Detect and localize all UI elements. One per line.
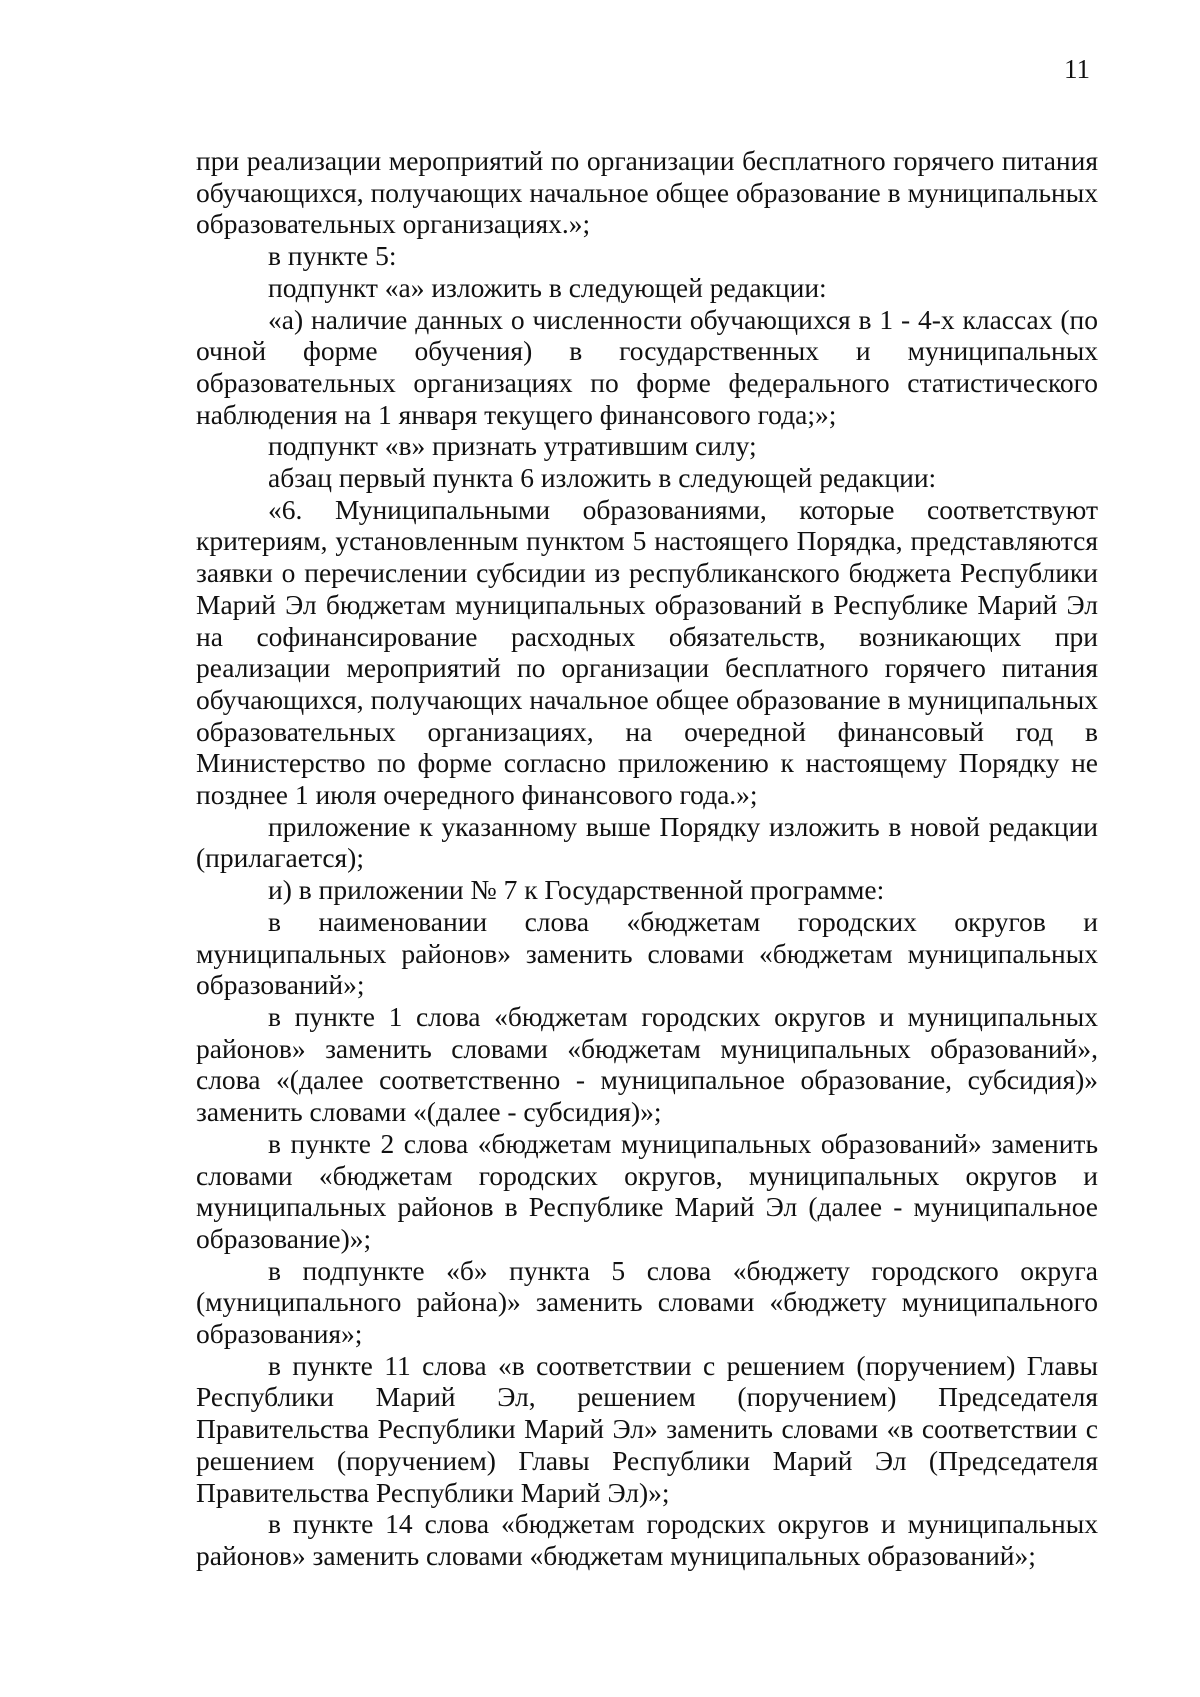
paragraph: подпункт «а» изложить в следующей редакции: [268, 271, 827, 303]
paragraph: подпункт «в» признать утратившим силу; [268, 430, 757, 462]
paragraph: в наименовании слова «бюджетам городских округов и муниципальных районов» заменить словами «бюджетам муниципальных образований»; [196, 905, 1098, 1001]
paragraph: при реализации мероприятий по организации бесплатного горячего питания обучающихся, получающих начальное общее образование в муниципальных образовательных организациях.»; [196, 145, 1098, 240]
paragraph: и) в приложении № 7 к Государственной программе: [268, 874, 885, 906]
page-number: 11 [1064, 54, 1090, 84]
paragraph: в пункте 11 слова «в соответствии с решением (поручением) Главы Республики Марий Эл, решением (поручением) Председателя Правительства Республики Марий Эл» заменить словами «в соответствии с решением (поручением) Главы Республики Марий Эл (Председателя Правительства Республики Марий Эл)»; [196, 1349, 1098, 1508]
paragraph: приложение к указанному выше Порядку изложить в новой редакции (прилагается); [196, 810, 1098, 874]
paragraph: в пункте 2 слова «бюджетам муниципальных образований» заменить словами «бюджетам городских округов, муниципальных округов и муниципальных районов в Республике Марий Эл (далее - муниципальное образование)»; [196, 1127, 1098, 1254]
paragraph: абзац первый пункта 6 изложить в следующей редакции: [268, 462, 937, 494]
paragraph: «6. Муниципальными образованиями, которые соответствуют критериям, установленным пунктом 5 настоящего Порядка, представляются заявки о перечислении субсидии из республиканского бюджета Республики Марий Эл бюджетам муниципальных образований в Республике Марий Эл на софинансирование расходных обязательств, возникающих при реализации мероприятий по организации бесплатного горячего питания обучающихся, получающих начальное общее образование в муниципальных образовательных организациях, на очередной финансовый год в Министерство по форме согласно приложению к настоящему Порядку не позднее 1 июля очередного финансового года.»; [196, 493, 1098, 811]
document-body [196, 145, 1098, 1572]
paragraph: в пункте 5: [268, 240, 397, 272]
paragraph: «а) наличие данных о численности обучающихся в 1 - 4-х классах (по очной форме обучения) в государственных и муниципальных образовательных организациях по форме федерального статистического наблюдения на 1 января текущего финансового года;»; [196, 303, 1098, 430]
paragraph: в пункте 1 слова «бюджетам городских округов и муниципальных районов» заменить словами «бюджетам муниципальных образований», слова «(далее соответственно - муниципальное образование, субсидия)» заменить словами «(далее - субсидия)»; [196, 1000, 1098, 1128]
paragraph: в пункте 14 слова «бюджетам городских округов и муниципальных районов» заменить словами «бюджетам муниципальных образований»; [196, 1508, 1098, 1571]
paragraph: в подпункте «б» пункта 5 слова «бюджету городского округа (муниципального района)» заменить словами «бюджету муниципального образования»; [196, 1254, 1098, 1350]
